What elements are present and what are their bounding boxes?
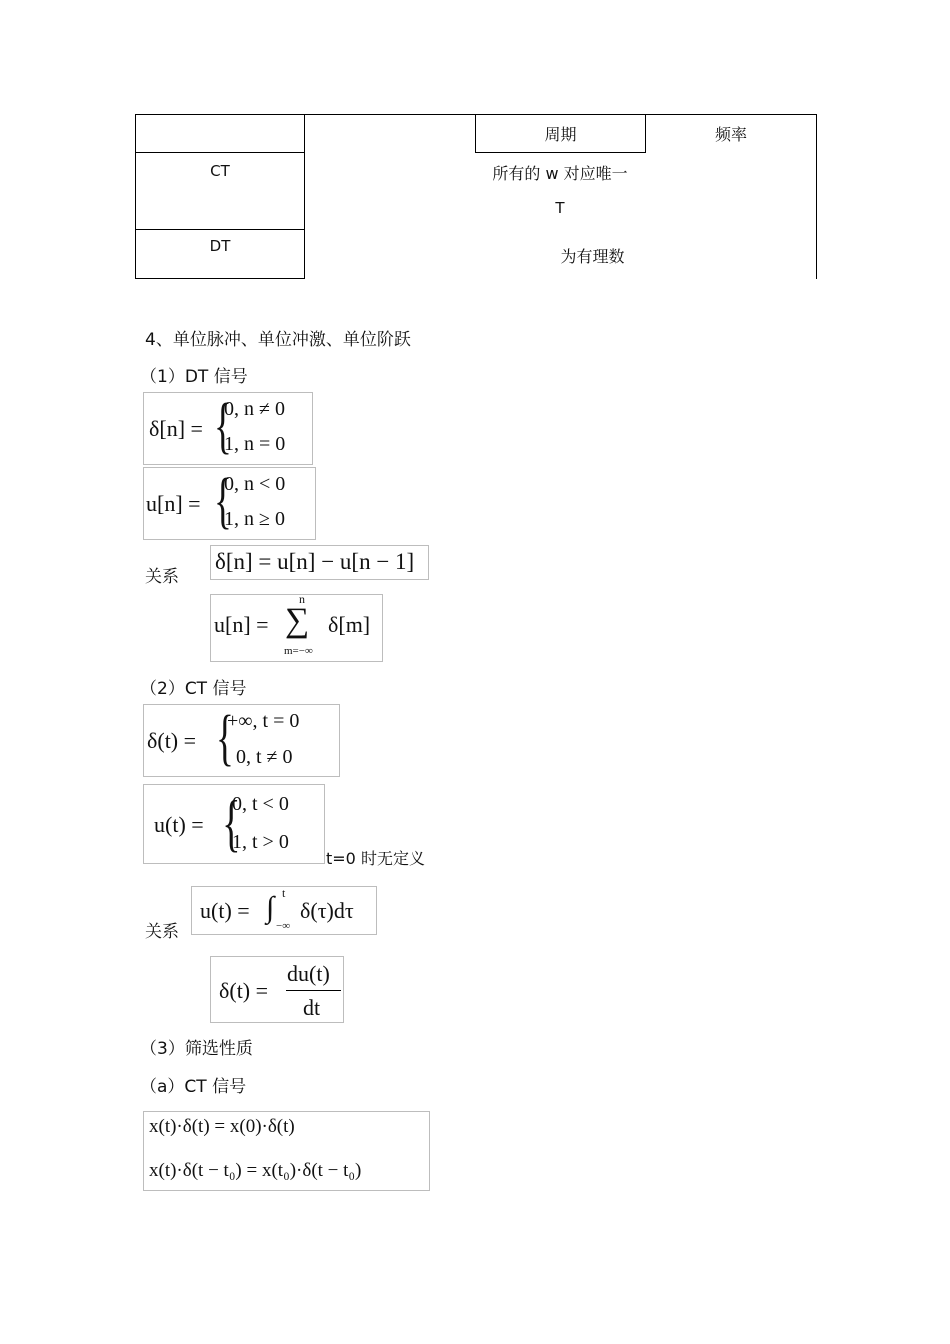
header-period: 周期 <box>544 125 577 144</box>
header-frequency: 频率 <box>714 125 747 144</box>
formula-delta-n: δ[n] = { 0, n ≠ 0 1, n = 0 <box>143 392 313 465</box>
formula-relation-ct-1: u(t) = ∫ t −∞ δ(τ)dτ <box>191 886 377 935</box>
undefined-note: t=0 时无定义 <box>326 849 425 868</box>
row-label-dt: DT <box>209 237 231 255</box>
formula-u-n: u[n] = { 0, n < 0 1, n ≥ 0 <box>143 467 316 540</box>
section-title: 4、单位脉冲、单位冲激、单位阶跃 <box>145 330 411 350</box>
ct-period-text: 所有的 w 对应唯一 <box>492 164 628 183</box>
formula-relation-ct-2: δ(t) = du(t) dt <box>210 956 344 1023</box>
formula-u-t: u(t) = { 0, t < 0 1, t > 0 <box>143 784 325 864</box>
sifting-heading: （3）筛选性质 <box>140 1039 253 1059</box>
t-label: T <box>555 199 565 217</box>
formula-relation-dt-2: u[n] = n ∑ m=−∞ δ[m] <box>210 594 383 662</box>
formula-sifting: x(t)·δ(t) = x(0)·δ(t) x(t)·δ(t − t₀) = x(t₀)·δ(t − t₀) <box>143 1111 430 1191</box>
formula-relation-dt-1: δ[n] = u[n] − u[n − 1] <box>210 545 429 580</box>
formula-delta-t: δ(t) = { +∞, t = 0 0, t ≠ 0 <box>143 704 340 777</box>
ct-signal-heading: （2）CT 信号 <box>140 679 247 699</box>
dt-period-text: 为有理数 <box>560 247 625 266</box>
relation-label-ct: 关系 <box>145 922 179 942</box>
relation-label-dt: 关系 <box>145 567 179 587</box>
dt-signal-heading: （1）DT 信号 <box>140 367 248 387</box>
ct-sub-heading: （a）CT 信号 <box>140 1077 247 1097</box>
row-label-ct: CT <box>210 162 230 180</box>
